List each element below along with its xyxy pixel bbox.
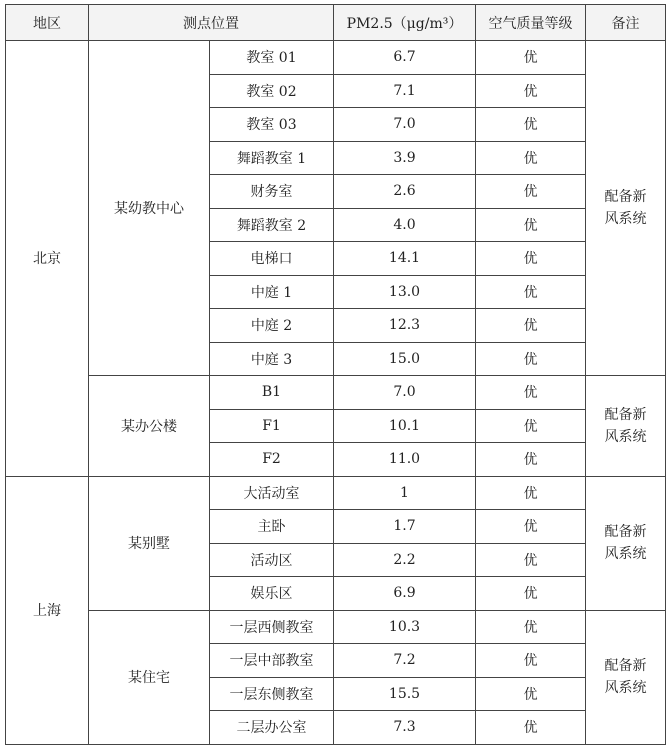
pm25-cell: 10.1 (334, 409, 476, 443)
table-row (6, 476, 666, 510)
grade-cell: 优 (476, 510, 586, 544)
pm25-cell: 3.9 (334, 141, 476, 175)
location-cell: 大活动室 (210, 476, 334, 510)
grade-cell: 优 (476, 141, 586, 175)
grade-cell: 优 (476, 376, 586, 410)
pm25-cell: 15.0 (334, 342, 476, 376)
header-row (6, 5, 666, 41)
remark-line: 配备新 (604, 524, 647, 540)
pm25-cell: 1 (334, 476, 476, 510)
pm25-table-container (5, 4, 666, 745)
pm25-cell: 13.0 (334, 275, 476, 309)
remark-line: 风系统 (604, 680, 647, 696)
table-row (6, 41, 666, 75)
remark-cell (586, 476, 666, 610)
header-grade: 空气质量等级 (476, 5, 586, 41)
pm25-cell: 2.2 (334, 543, 476, 577)
remark-line: 风系统 (604, 211, 647, 227)
remark-line: 配备新 (604, 406, 647, 423)
pm25-cell: 14.1 (334, 242, 476, 276)
pm25-cell: 12.3 (334, 309, 476, 343)
location-cell: 娱乐区 (210, 577, 334, 611)
grade-cell: 优 (476, 677, 586, 711)
site-cell: 某别墅 (89, 476, 210, 610)
grade-cell: 优 (476, 74, 586, 108)
location-cell: F1 (210, 409, 334, 443)
pm25-table (5, 4, 666, 745)
grade-cell: 优 (476, 242, 586, 276)
remark-cell (586, 41, 666, 376)
location-cell: 教室 02 (210, 74, 334, 108)
site-cell: 某办公楼 (89, 376, 210, 477)
grade-cell: 优 (476, 610, 586, 644)
grade-cell: 优 (476, 543, 586, 577)
remark-line: 风系统 (604, 428, 647, 445)
pm25-cell: 7.3 (334, 711, 476, 745)
header-pm25: PM2.5（μg/m³） (334, 5, 476, 41)
table-row (6, 610, 666, 644)
location-cell: 一层西侧教室 (210, 610, 334, 644)
pm25-cell: 2.6 (334, 175, 476, 209)
location-cell: 主卧 (210, 510, 334, 544)
pm25-cell: 10.3 (334, 610, 476, 644)
grade-cell: 优 (476, 711, 586, 745)
region-cell: 北京 (6, 41, 89, 477)
pm25-cell: 6.9 (334, 577, 476, 611)
header-site: 测点位置 (89, 5, 334, 41)
location-cell: 教室 03 (210, 108, 334, 142)
location-cell: 教室 01 (210, 41, 334, 75)
grade-cell: 优 (476, 409, 586, 443)
pm25-cell: 7.0 (334, 108, 476, 142)
location-cell: 活动区 (210, 543, 334, 577)
pm25-cell: 11.0 (334, 443, 476, 477)
table-body (6, 41, 666, 745)
location-cell: 一层东侧教室 (210, 677, 334, 711)
remark-line: 配备新 (604, 658, 647, 674)
location-cell: 舞蹈教室 2 (210, 208, 334, 242)
grade-cell: 优 (476, 577, 586, 611)
pm25-cell: 7.2 (334, 644, 476, 678)
grade-cell: 优 (476, 476, 586, 510)
grade-cell: 优 (476, 275, 586, 309)
pm25-cell: 7.1 (334, 74, 476, 108)
grade-cell: 优 (476, 443, 586, 477)
grade-cell: 优 (476, 41, 586, 75)
location-cell: 电梯口 (210, 242, 334, 276)
region-cell: 上海 (6, 476, 89, 744)
header-remark: 备注 (586, 5, 666, 41)
pm25-cell: 15.5 (334, 677, 476, 711)
location-cell: 舞蹈教室 1 (210, 141, 334, 175)
location-cell: 一层中部教室 (210, 644, 334, 678)
grade-cell: 优 (476, 108, 586, 142)
site-cell: 某住宅 (89, 610, 210, 744)
location-cell: 中庭 1 (210, 275, 334, 309)
site-cell: 某幼教中心 (89, 41, 210, 376)
location-cell: F2 (210, 443, 334, 477)
location-cell: B1 (210, 376, 334, 410)
pm25-cell: 4.0 (334, 208, 476, 242)
location-cell: 财务室 (210, 175, 334, 209)
pm25-cell: 7.0 (334, 376, 476, 410)
location-cell: 中庭 2 (210, 309, 334, 343)
remark-cell (586, 376, 666, 477)
remark-cell (586, 610, 666, 744)
table-row (6, 376, 666, 410)
grade-cell: 优 (476, 309, 586, 343)
remark-line: 风系统 (604, 546, 647, 562)
pm25-cell: 6.7 (334, 41, 476, 75)
pm25-cell: 1.7 (334, 510, 476, 544)
grade-cell: 优 (476, 644, 586, 678)
location-cell: 二层办公室 (210, 711, 334, 745)
header-region: 地区 (6, 5, 89, 41)
grade-cell: 优 (476, 208, 586, 242)
grade-cell: 优 (476, 342, 586, 376)
remark-line: 配备新 (604, 189, 647, 205)
grade-cell: 优 (476, 175, 586, 209)
location-cell: 中庭 3 (210, 342, 334, 376)
